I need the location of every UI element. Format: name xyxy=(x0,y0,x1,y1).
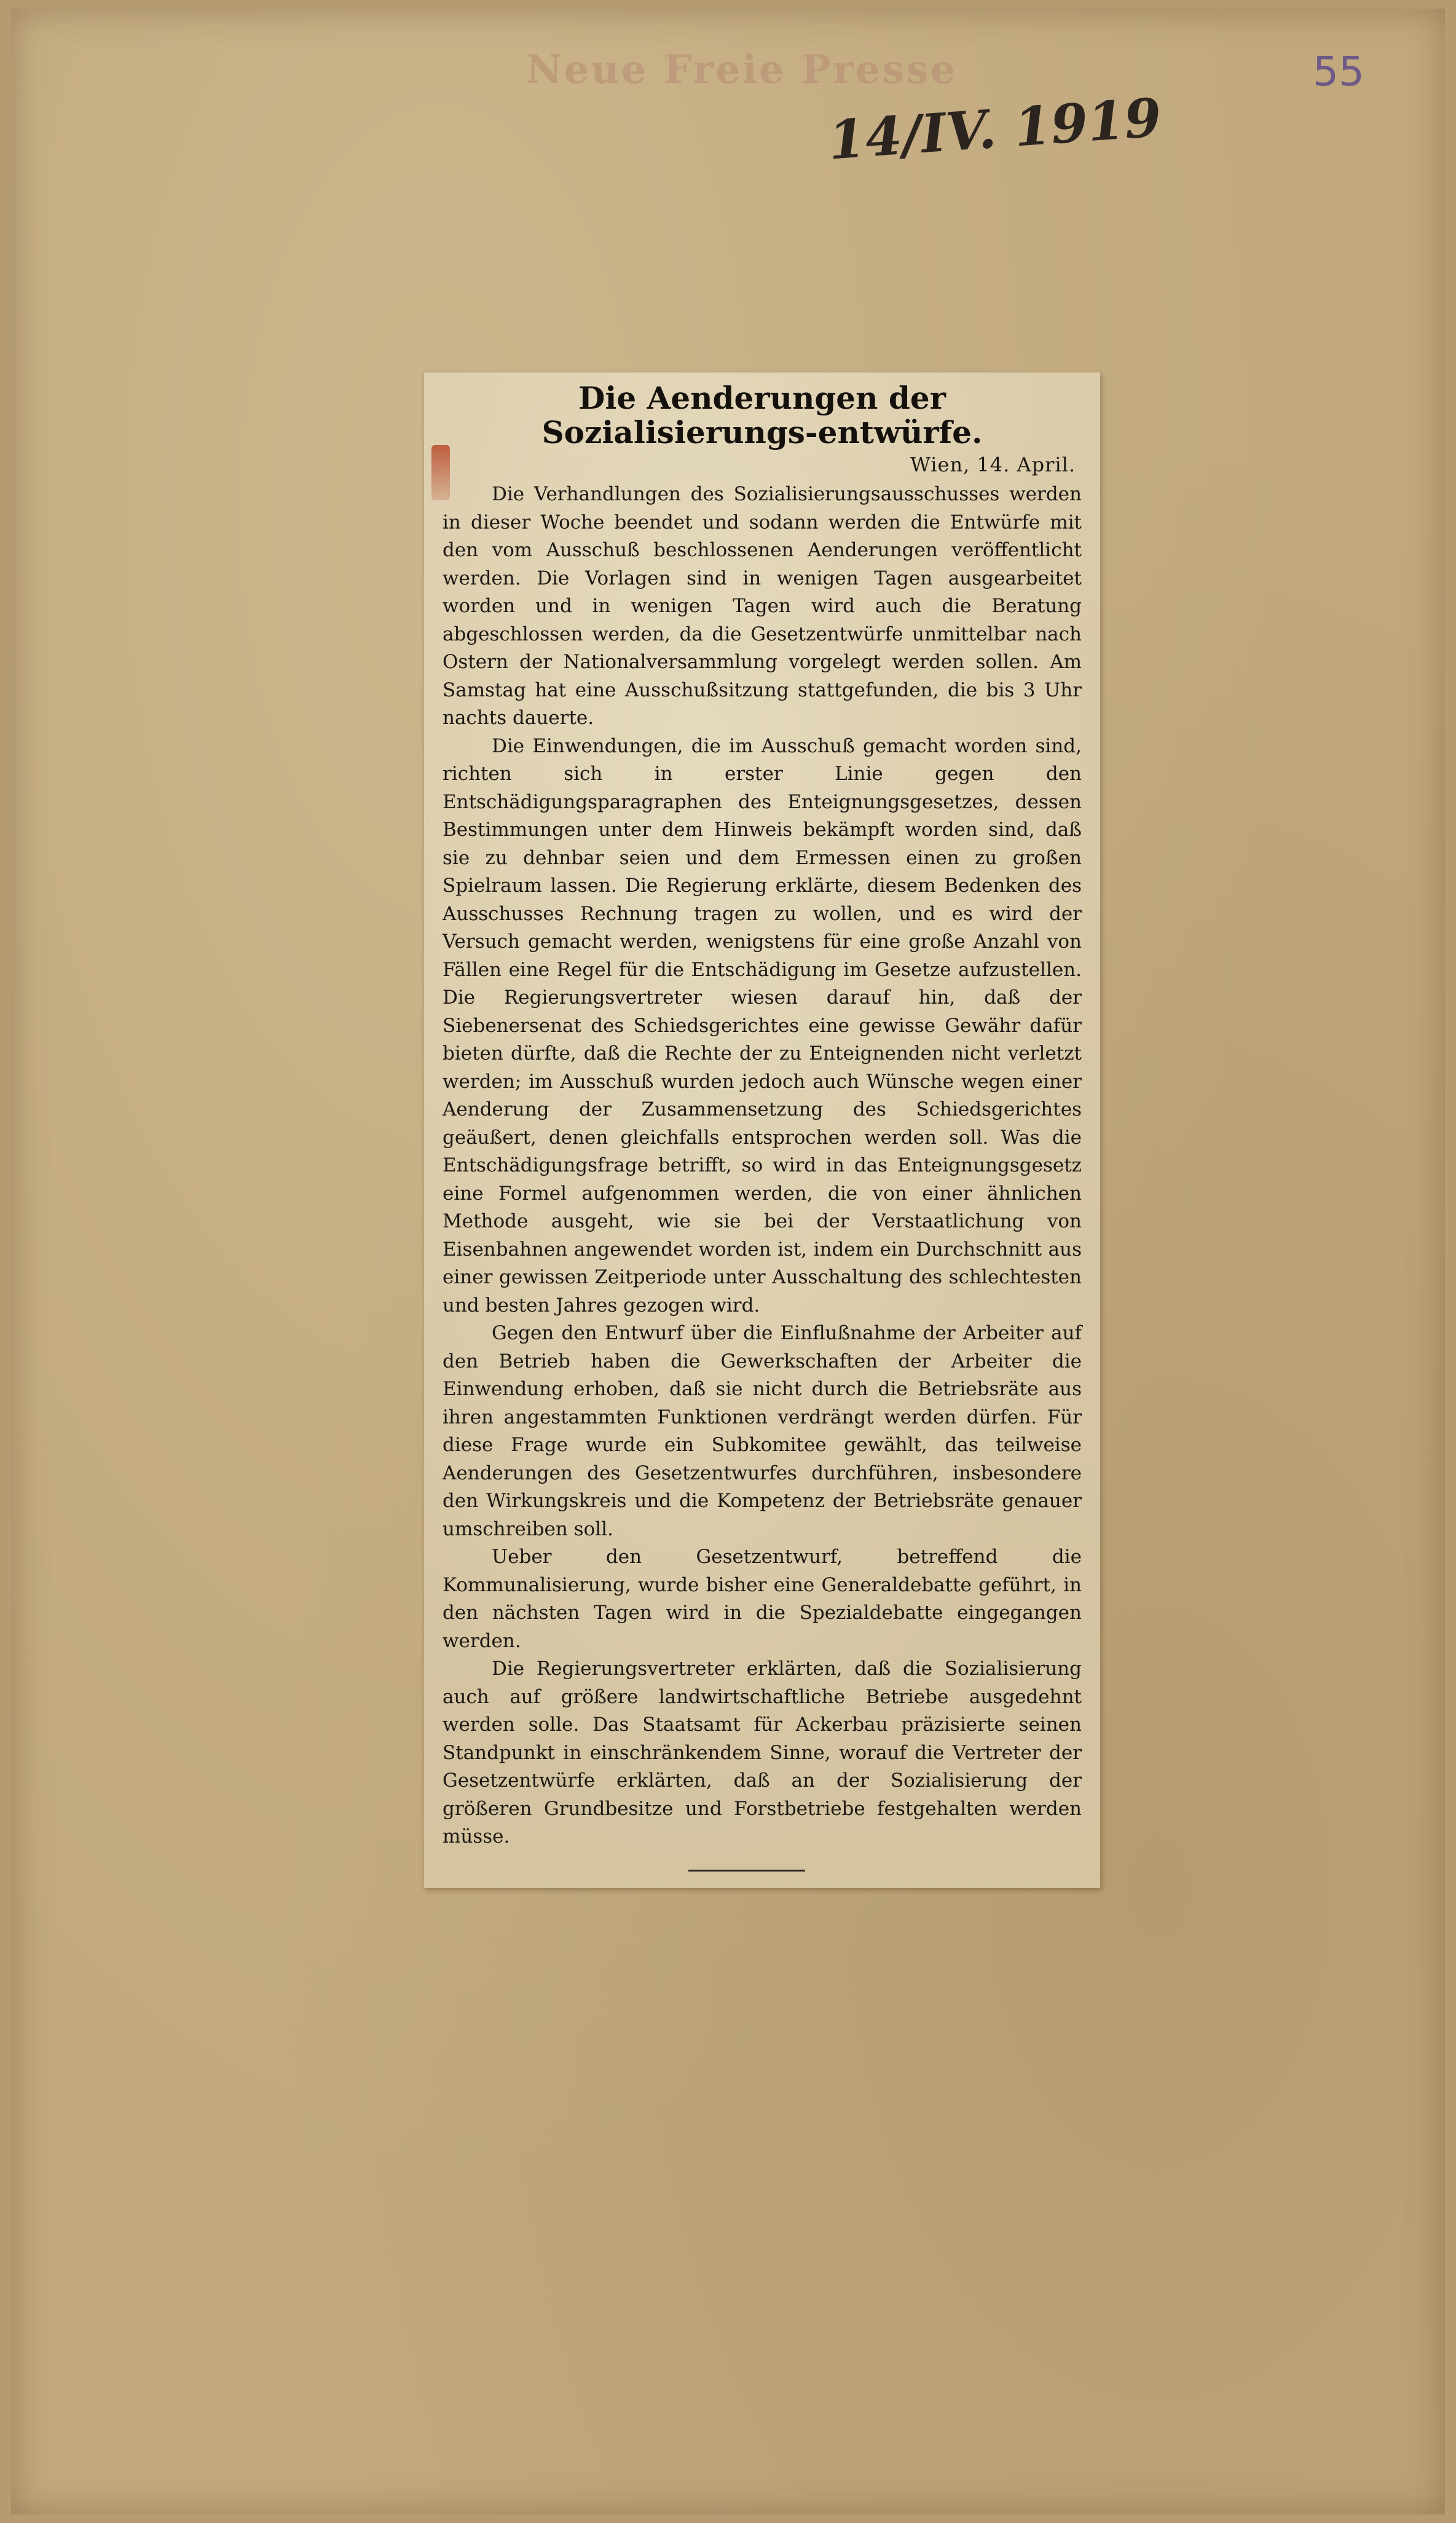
article-paragraph: Die Verhandlungen des Sozialisierungsausschusses werden in dieser Woche beendet und sodann werden die Entwürfe mit den vom Ausschuß beschlossenen Aenderungen veröffentlicht werden. Die Vorlagen sind in wenigen Tagen ausgearbeitet worden und in wenigen Tagen wird auch die Beratung abgeschlossen werden, da die Gesetzentwürfe unmittelbar nach Ostern der Nationalversammlung vorgelegt werden sollen. Am Samstag hat eine Ausschußsitzung stattgefunden, die bis 3 Uhr nachts dauerte. xyxy=(443,483,1082,729)
newspaper-clipping xyxy=(424,372,1100,1888)
handwritten-date: 14/IV. 1919 xyxy=(826,86,1163,172)
article-dateline: Wien, 14. April. xyxy=(910,453,1076,476)
article-paragraph: Die Regierungsvertreter erklärten, daß die Sozialisierung auch auf größere landwirtschaftliche Betriebe ausgedehnt werden solle. Das Staatsamt für Ackerbau präzisierte seinen Standpunkt in einschränkendem Sinne, worauf die Vertreter der Gesetzentwürfe erklärten, daß an der Sozialisierung der größeren Grundbesitze und Forstbetriebe festgehalten werden müsse. xyxy=(443,1658,1082,1848)
red-pencil-mark xyxy=(431,445,450,500)
article-paragraph: Die Einwendungen, die im Ausschuß gemacht worden sind, richten sich in erster Linie gegen den Entschädigungsparagraphen des Enteignungsgesetzes, dessen Bestimmungen unter dem Hinweis bekämpft worden sind, daß sie zu dehnbar seien und dem Ermessen einen zu großen Spielraum lassen. Die Regierung erklärte, diesem Bedenken des Ausschusses Rechnung tragen zu wollen, und es wird der Versuch gemacht werden, wenigstens für eine große Anzahl von Fällen eine Regel für die Entschädigung im Gesetze aufzustellen. Die Regierungsvertreter wiesen darauf hin, daß der Siebenersenat des Schiedsgerichtes eine gewisse Gewähr dafür bieten dürfte, daß die Rechte der zu Enteignenden nicht verletzt werden; im Ausschuß wurden jedoch auch Wünsche wegen einer Aenderung der Zusammensetzung des Schiedsgerichtes geäußert, denen gleichfalls entsprochen werden soll. Was die Entschädigungsfrage betrifft, so wird in das Enteignungsgesetz eine Formel aufgenommen werden, die von einer ähnlichen Methode ausgeht, wie sie bei der Verstaatlichung von Eisenbahnen angewendet worden ist, indem ein Durchschnitt aus einer gewissen Zeitperiode unter Ausschaltung des schlechtesten und besten Jahres gezogen wird. xyxy=(443,734,1082,1317)
article-headline: Die Aenderungen der Sozialisierungs-entwürfe. xyxy=(541,380,983,451)
article-paragraph: Gegen den Entwurf über die Einflußnahme der Arbeiter auf den Betrieb haben die Gewerkschaften der Arbeiter die Einwendung erhoben, daß sie nicht durch die Betriebsräte aus ihren angestammten Funktionen verdrängt werden dürfen. Für diese Frage wurde ein Subkomitee gewählt, das teilweise Aenderungen des Gesetzentwurfes durchführen, insbesondere den Wirkungskreis und die Kompetenz der Betriebsräte genauer umschreiben soll. xyxy=(443,1322,1082,1540)
folio-number: 55 xyxy=(1313,48,1364,95)
newspaper-stamp: Neue Freie Presse xyxy=(526,47,958,93)
article-paragraph: Ueber den Gesetzentwurf, betreffend die Kommunalisierung, wurde bisher eine Generaldebatte geführt, in den nächsten Tagen wird in die Spezialdebatte eingegangen werden. xyxy=(443,1546,1082,1652)
end-rule xyxy=(688,1870,805,1872)
